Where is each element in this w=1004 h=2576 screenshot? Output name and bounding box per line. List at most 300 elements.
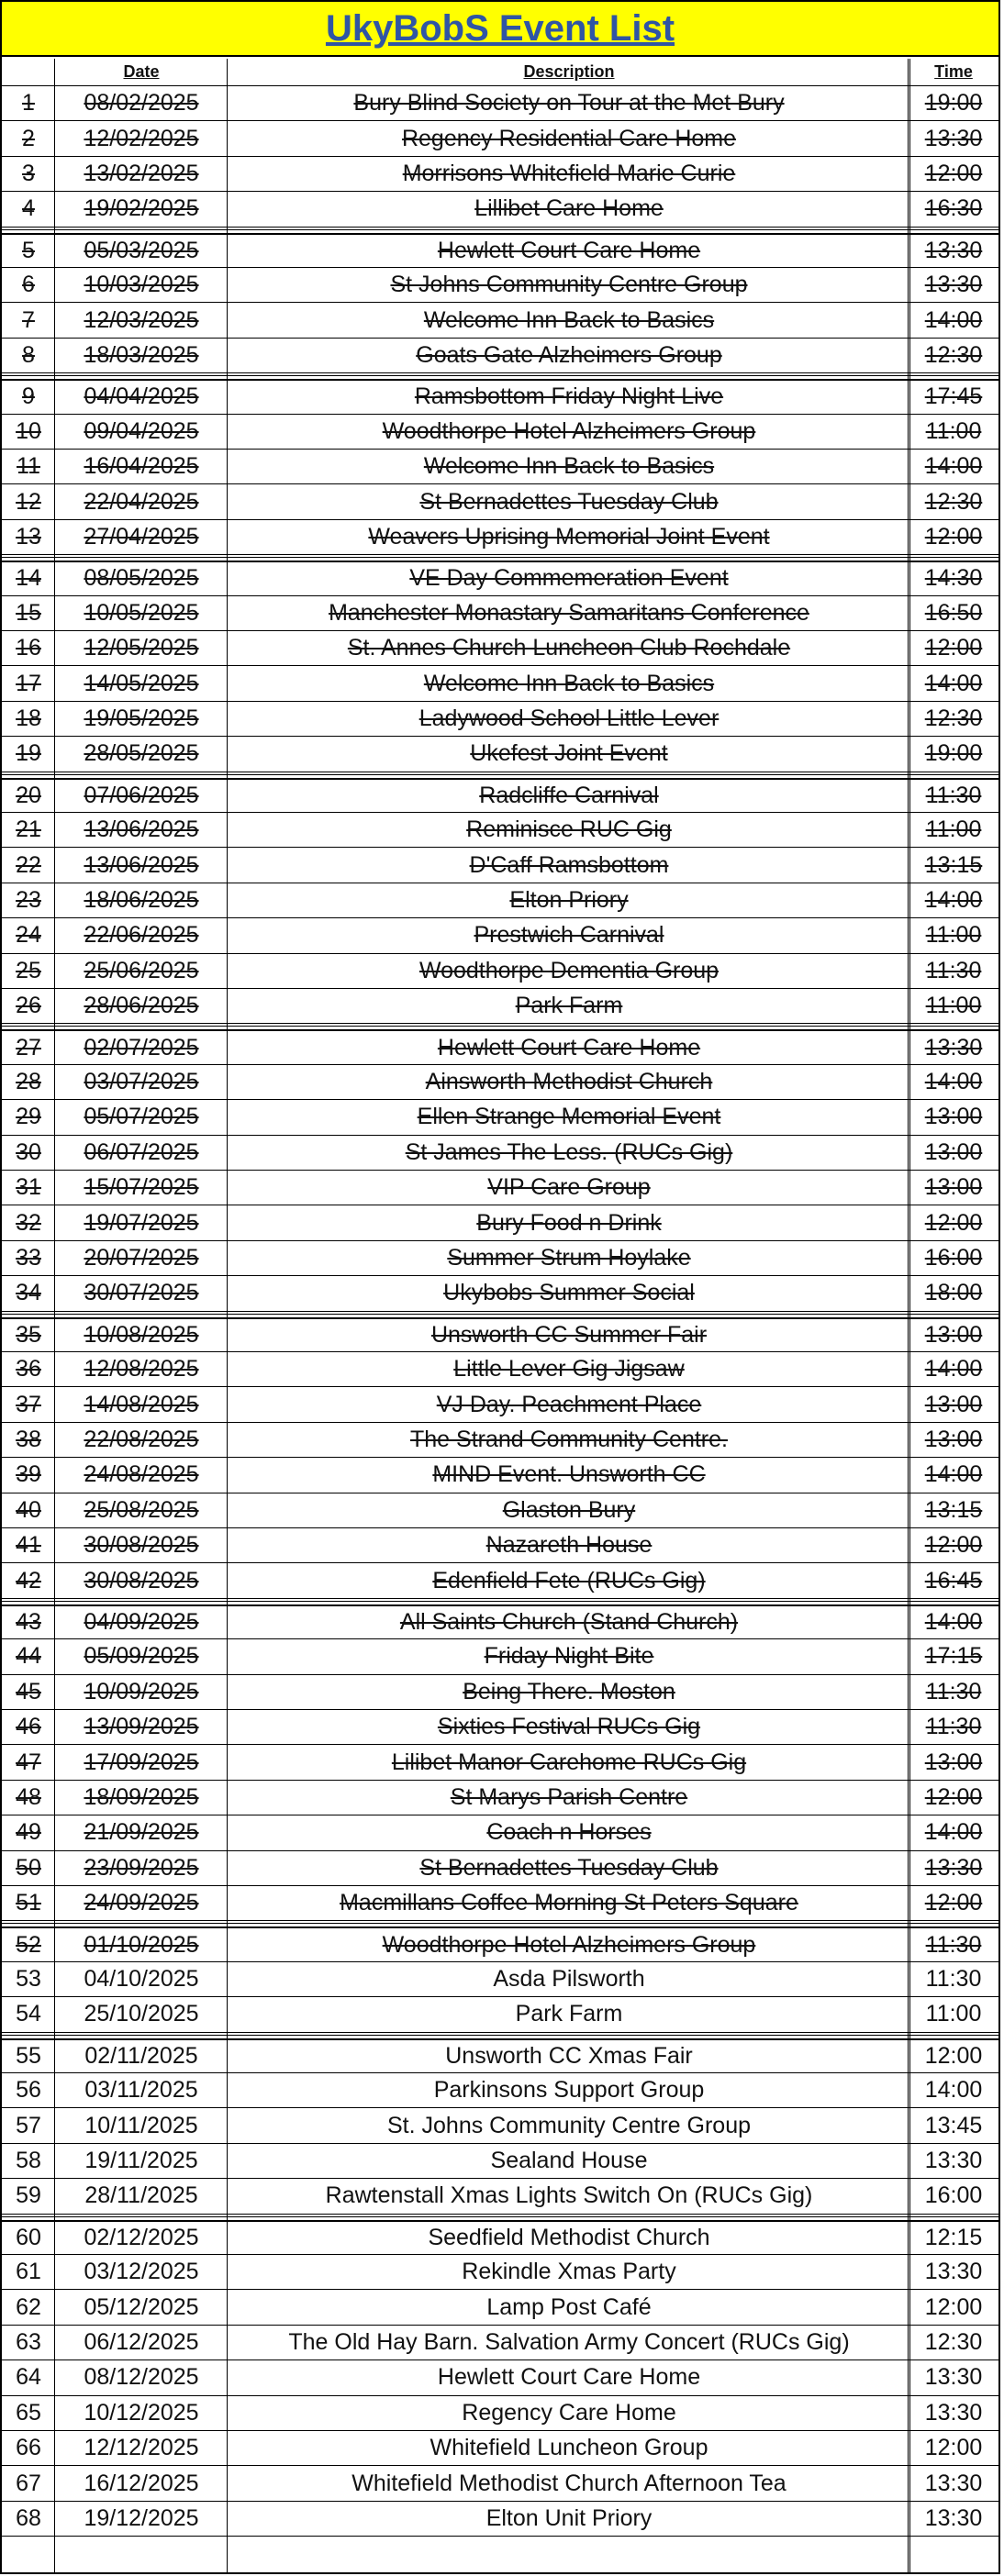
row-number: 16 [16, 635, 41, 661]
row-date: 06/07/2025 [84, 1138, 199, 1165]
row-time: 11:00 [925, 2001, 982, 2027]
header-description: Description [523, 62, 615, 81]
header-number [2, 59, 55, 85]
table-row [2, 1997, 998, 2032]
row-number: 68 [16, 2504, 41, 2531]
row-number: 26 [16, 993, 41, 1019]
row-time: 11:00 [925, 993, 982, 1019]
row-date: 10/03/2025 [84, 272, 199, 298]
row-date: 06/12/2025 [84, 2328, 199, 2355]
row-date: 10/05/2025 [84, 599, 199, 626]
row-number: 44 [16, 1643, 41, 1670]
table-row [2, 1886, 998, 1921]
row-date: 04/09/2025 [84, 1608, 199, 1635]
row-number: 48 [16, 1783, 41, 1810]
column-divider [227, 59, 228, 2572]
row-number: 64 [16, 2364, 41, 2391]
table-row [2, 989, 998, 1024]
table-row [2, 2144, 998, 2179]
row-number: 51 [16, 1890, 41, 1916]
row-time: 13:30 [924, 2147, 983, 2173]
table-row [2, 1604, 998, 1639]
table-row [2, 1317, 998, 1352]
row-number: 63 [16, 2328, 41, 2355]
row-number: 20 [16, 782, 41, 808]
row-description: St. Annes Church Luncheon Club Rochdale [347, 635, 791, 661]
row-date: 13/02/2025 [84, 160, 199, 186]
row-description: Asda Pilsworth [493, 1965, 645, 1992]
row-time: 11:30 [925, 1965, 982, 1992]
row-date: 19/11/2025 [84, 2147, 198, 2173]
table-row [2, 415, 998, 450]
row-description: Manchester Monastary Samaritans Conference [329, 599, 809, 626]
row-date: 28/05/2025 [84, 740, 199, 767]
row-date: 08/05/2025 [84, 565, 199, 592]
row-number: 15 [16, 599, 41, 626]
table-row [2, 1029, 998, 1064]
row-number: 53 [16, 1965, 41, 1992]
row-time: 13:15 [924, 1496, 983, 1523]
table-row [2, 813, 998, 848]
row-time: 12:00 [924, 1783, 983, 1810]
row-date: 15/07/2025 [84, 1174, 199, 1201]
page-title: UkyBobS Event List [325, 8, 675, 49]
table-row [2, 848, 998, 883]
table-row [2, 1962, 998, 1997]
row-date: 03/11/2025 [84, 2077, 198, 2104]
row-description: Edenfield Fete (RUCs Gig) [432, 1567, 706, 1593]
row-time: 18:00 [924, 1280, 983, 1306]
table-row [2, 450, 998, 484]
row-time: 11:30 [925, 1678, 982, 1704]
row-date: 22/04/2025 [84, 488, 199, 515]
table-row [2, 1205, 998, 1240]
row-description: Being There. Moston [463, 1678, 675, 1704]
table-row [2, 121, 998, 156]
table-row [2, 1171, 998, 1205]
table-row [2, 268, 998, 303]
row-description: Bury Blind Society on Tour at the Met Bury [353, 90, 785, 117]
row-number: 54 [16, 2001, 41, 2027]
table-row [2, 2220, 998, 2255]
row-number: 67 [16, 2470, 41, 2496]
row-time: 13:30 [924, 272, 983, 298]
row-date: 08/02/2025 [84, 90, 199, 117]
row-date: 10/12/2025 [84, 2399, 199, 2426]
table-row [2, 1926, 998, 1961]
row-time: 14:00 [924, 1356, 983, 1382]
row-date: 08/12/2025 [84, 2364, 199, 2391]
row-time: 11:00 [925, 816, 982, 843]
row-description: Lillibet Care Home [474, 195, 664, 222]
row-date: 13/09/2025 [84, 1714, 199, 1740]
row-number: 47 [16, 1749, 41, 1775]
row-description: Sixties Festival RUCs Gig [437, 1714, 701, 1740]
table-row [2, 2360, 998, 2395]
row-time: 11:30 [925, 1714, 982, 1740]
row-description: Summer Strum Hoylake [447, 1244, 691, 1271]
row-date: 03/12/2025 [84, 2259, 199, 2285]
row-number: 36 [16, 1356, 41, 1382]
row-time: 12:30 [924, 488, 983, 515]
row-date: 24/08/2025 [84, 1461, 199, 1488]
row-description: Ladywood School Little Lever [418, 705, 720, 731]
row-number: 8 [22, 341, 35, 368]
row-date: 03/07/2025 [84, 1068, 199, 1094]
row-time: 12:00 [924, 2293, 983, 2320]
row-number: 21 [16, 816, 41, 843]
table-row [2, 1745, 998, 1780]
row-time: 14:00 [924, 670, 983, 696]
row-description: MIND Event. Unsworth CC [432, 1461, 706, 1488]
row-date: 05/07/2025 [84, 1104, 199, 1130]
row-time: 19:00 [924, 740, 983, 767]
row-time: 11:30 [925, 782, 982, 808]
row-date: 30/08/2025 [84, 1532, 199, 1559]
row-time: 12:30 [924, 341, 983, 368]
table-row [2, 778, 998, 813]
row-number: 61 [16, 2259, 41, 2285]
row-description: Elton Priory [509, 886, 629, 913]
row-number: 2 [22, 125, 35, 151]
row-description: Morrisons Whitefield Marie Curie [402, 160, 736, 186]
row-time: 13:00 [924, 1749, 983, 1775]
row-number: 40 [16, 1496, 41, 1523]
row-description: St James The Less. (RUCs Gig) [405, 1138, 733, 1165]
row-number: 23 [16, 886, 41, 913]
row-date: 30/07/2025 [84, 1280, 199, 1306]
row-description: Sealand House [490, 2147, 648, 2173]
table-row [2, 1639, 998, 1674]
row-time: 13:45 [924, 2112, 983, 2138]
row-time: 12:00 [924, 160, 983, 186]
row-number: 5 [22, 237, 35, 263]
row-date: 19/07/2025 [84, 1209, 199, 1236]
row-date: 12/12/2025 [84, 2435, 199, 2461]
row-number: 3 [22, 160, 35, 186]
row-description: Woodthorpe Dementia Group [418, 957, 720, 983]
row-date: 13/06/2025 [84, 816, 199, 843]
row-description: Elton Unit Priory [485, 2504, 653, 2531]
row-number: 43 [16, 1608, 41, 1635]
row-time: 17:45 [924, 383, 983, 410]
table-row [2, 1851, 998, 1886]
row-description: All Saints Church (Stand Church) [399, 1608, 739, 1635]
row-description: Little Lever Gig Jigsaw [453, 1356, 685, 1382]
row-number: 55 [16, 2042, 41, 2069]
row-time: 12:00 [924, 2042, 983, 2069]
row-time: 17:15 [924, 1643, 983, 1670]
table-row [2, 192, 998, 227]
row-date: 18/09/2025 [84, 1783, 199, 1810]
row-date: 30/08/2025 [84, 1567, 199, 1593]
row-description: Regency Residential Care Home [401, 125, 737, 151]
table-row [2, 1458, 998, 1493]
row-description: Woodthorpe Hotel Alzheimers Group [382, 417, 756, 444]
table-row [2, 702, 998, 737]
row-time: 13:30 [924, 2504, 983, 2531]
table-row [2, 2502, 998, 2537]
table-row [2, 379, 998, 414]
row-time: 12:00 [924, 1532, 983, 1559]
row-date: 27/04/2025 [84, 523, 199, 550]
row-number: 35 [16, 1321, 41, 1348]
column-divider [54, 59, 55, 2572]
row-description: Regency Care Home [462, 2399, 676, 2426]
row-number: 9 [22, 383, 35, 410]
row-description: Hewlett Court Care Home [437, 1034, 701, 1060]
row-number: 32 [16, 1209, 41, 1236]
row-time: 13:30 [924, 2259, 983, 2285]
row-description: Hewlett Court Care Home [437, 237, 701, 263]
row-description: Welcome Inn Back to Basics [423, 306, 715, 333]
row-number: 41 [16, 1532, 41, 1559]
table-row [2, 1675, 998, 1710]
row-number: 14 [16, 565, 41, 592]
row-time: 12:15 [924, 2224, 983, 2250]
row-time: 14:00 [924, 306, 983, 333]
row-time: 16:00 [924, 1244, 983, 1271]
row-description: St Marys Parish Centre [450, 1783, 688, 1810]
row-description: St Johns Community Centre Group [390, 272, 748, 298]
row-date: 12/03/2025 [84, 306, 199, 333]
row-number: 11 [17, 453, 40, 480]
row-date: 07/06/2025 [84, 782, 199, 808]
row-description: The Old Hay Barn. Salvation Army Concert (RUCs Gig) [288, 2328, 850, 2355]
row-description: VIP Care Group [487, 1174, 651, 1201]
row-number: 45 [16, 1678, 41, 1704]
header-row [2, 59, 998, 86]
table-row [2, 596, 998, 631]
row-time: 12:30 [924, 705, 983, 731]
row-date: 28/06/2025 [84, 993, 199, 1019]
row-description: Ainsworth Methodist Church [425, 1068, 713, 1094]
table-row [2, 2179, 998, 2214]
row-number: 13 [16, 523, 41, 550]
row-time: 13:00 [924, 1426, 983, 1452]
row-time: 14:30 [924, 565, 983, 592]
row-time: 12:00 [924, 2435, 983, 2461]
row-number: 27 [16, 1034, 41, 1060]
row-date: 19/02/2025 [84, 195, 199, 222]
row-date: 18/03/2025 [84, 341, 199, 368]
row-number: 50 [16, 1854, 41, 1881]
row-description: Rawtenstall Xmas Lights Switch On (RUCs Gig) [325, 2182, 813, 2209]
table-row [2, 1781, 998, 1815]
row-date: 12/05/2025 [84, 635, 199, 661]
row-time: 11:00 [925, 922, 982, 949]
table-row [2, 1528, 998, 1563]
row-date: 22/08/2025 [84, 1426, 199, 1452]
table-row [2, 2326, 998, 2360]
row-time: 16:45 [924, 1567, 983, 1593]
row-number: 4 [22, 195, 35, 222]
row-number: 37 [16, 1391, 41, 1417]
row-number: 58 [16, 2147, 41, 2173]
row-description: VJ Day. Peachment Place [436, 1391, 702, 1417]
table-row [2, 1352, 998, 1387]
row-time: 14:00 [924, 2077, 983, 2104]
row-number: 25 [16, 957, 41, 983]
row-time: 13:00 [924, 1391, 983, 1417]
row-date: 18/06/2025 [84, 886, 199, 913]
row-description: The Strand Community Centre. [410, 1426, 728, 1452]
table-row [2, 1815, 998, 1850]
row-time: 11:00 [925, 417, 982, 444]
row-description: Glaston Bury [502, 1496, 636, 1523]
row-date: 05/12/2025 [84, 2293, 199, 2320]
row-number: 18 [16, 705, 41, 731]
row-date: 10/08/2025 [84, 1321, 199, 1348]
table-row [2, 1493, 998, 1528]
row-number: 19 [16, 740, 41, 767]
row-description: Rekindle Xmas Party [462, 2259, 676, 2285]
row-time: 13:30 [924, 125, 983, 151]
table-row [2, 233, 998, 268]
row-number: 34 [16, 1280, 41, 1306]
table-row [2, 2431, 998, 2466]
row-date: 12/02/2025 [84, 125, 199, 151]
row-number: 31 [16, 1174, 41, 1201]
table-row [2, 86, 998, 121]
table-row [2, 918, 998, 953]
table-row [2, 2073, 998, 2108]
row-time: 13:00 [924, 1138, 983, 1165]
table-row [2, 2466, 998, 2501]
row-number: 30 [16, 1138, 41, 1165]
row-description: Unsworth CC Xmas Fair [445, 2042, 693, 2069]
row-description: D'Caff Ramsbottom [469, 851, 669, 878]
row-date: 14/05/2025 [84, 670, 199, 696]
row-description: Weavers Uprising Memorial Joint Event [368, 523, 770, 550]
row-description: Reminisce RUC Gig [466, 816, 672, 843]
row-time: 14:00 [924, 453, 983, 480]
row-date: 28/11/2025 [84, 2182, 198, 2209]
row-description: Hewlett Court Care Home [437, 2364, 701, 2391]
row-description: Seedfield Methodist Church [428, 2224, 710, 2250]
row-time: 12:00 [924, 635, 983, 661]
table-row [2, 561, 998, 595]
row-number: 33 [16, 1244, 41, 1271]
row-date: 25/06/2025 [84, 957, 199, 983]
table-row [2, 1100, 998, 1135]
row-time: 16:00 [924, 2182, 983, 2209]
row-date: 16/04/2025 [84, 453, 199, 480]
row-number: 17 [16, 670, 41, 696]
table-row [2, 1387, 998, 1422]
row-description: Radcliffe Carnival [479, 782, 659, 808]
row-date: 22/06/2025 [84, 922, 199, 949]
row-description: Prestwich Carnival [474, 922, 664, 949]
row-description: Ukefest Joint Event [470, 740, 668, 767]
row-time: 14:00 [924, 1819, 983, 1846]
row-time: 13:00 [924, 1321, 983, 1348]
row-time: 13:30 [924, 2399, 983, 2426]
row-date: 10/09/2025 [84, 1678, 199, 1704]
row-description: VE Day Commemeration Event [409, 565, 729, 592]
row-time: 13:00 [924, 1174, 983, 1201]
table-row [2, 2290, 998, 2325]
row-number: 66 [16, 2435, 41, 2461]
row-date: 17/09/2025 [84, 1749, 199, 1775]
title-banner [2, 2, 998, 57]
row-date: 10/11/2025 [84, 2112, 198, 2138]
row-number: 12 [16, 488, 41, 515]
row-time: 11:30 [925, 957, 982, 983]
row-description: St Bernadettes Tuesday Club [419, 488, 719, 515]
row-time: 12:00 [924, 1209, 983, 1236]
row-date: 19/05/2025 [84, 705, 199, 731]
row-description: St Bernadettes Tuesday Club [419, 1854, 719, 1881]
row-description: Whitefield Luncheon Group [429, 2435, 708, 2461]
row-description: Lilibet Manor Carehome RUCs Gig [391, 1749, 747, 1775]
row-number: 38 [16, 1426, 41, 1452]
row-description: Friday Night Bite [484, 1643, 654, 1670]
row-number: 28 [16, 1068, 41, 1094]
row-description: Goats Gate Alzheimers Group [416, 341, 722, 368]
row-time: 12:00 [924, 523, 983, 550]
row-date: 04/10/2025 [84, 1965, 199, 1992]
table-row [2, 737, 998, 772]
row-number: 22 [16, 851, 41, 878]
table-row [2, 484, 998, 519]
row-time: 13:30 [924, 1034, 983, 1060]
header-time: Time [934, 62, 973, 81]
row-description: Welcome Inn Back to Basics [423, 670, 715, 696]
row-description: St. Johns Community Centre Group [387, 2112, 751, 2138]
table-row [2, 666, 998, 701]
row-number: 42 [16, 1567, 41, 1593]
row-date: 05/09/2025 [84, 1643, 199, 1670]
row-number: 65 [16, 2399, 41, 2426]
table-row [2, 2108, 998, 2143]
row-time: 13:30 [924, 2470, 983, 2496]
row-number: 29 [16, 1104, 41, 1130]
table-row [2, 954, 998, 989]
row-date: 24/09/2025 [84, 1890, 199, 1916]
table-row [2, 520, 998, 555]
row-date: 05/03/2025 [84, 237, 199, 263]
row-time: 16:30 [924, 195, 983, 222]
row-time: 16:50 [924, 599, 983, 626]
row-description: Bury Food n Drink [476, 1209, 662, 1236]
table-row [2, 1276, 998, 1311]
row-description: Ramsbottom Friday Night Live [414, 383, 724, 410]
row-description: Park Farm [515, 993, 623, 1019]
row-time: 14:00 [924, 886, 983, 913]
table-row [2, 1563, 998, 1598]
row-date: 19/12/2025 [84, 2504, 199, 2531]
row-description: Unsworth CC Summer Fair [430, 1321, 708, 1348]
row-description: Parkinsons Support Group [433, 2077, 705, 2104]
row-description: Macmillans Coffee Morning St Peters Square [340, 1890, 798, 1916]
row-number: 49 [16, 1819, 41, 1846]
row-description: Nazareth House [485, 1532, 653, 1559]
table-row [2, 2255, 998, 2290]
table-row [2, 2038, 998, 2073]
row-description: Woodthorpe Hotel Alzheimers Group [382, 1931, 756, 1958]
row-time: 19:00 [924, 90, 983, 117]
table-row [2, 339, 998, 373]
table-row [2, 2396, 998, 2431]
row-date: 25/08/2025 [84, 1496, 199, 1523]
row-date: 01/10/2025 [84, 1931, 199, 1958]
row-date: 16/12/2025 [84, 2470, 199, 2496]
table-row [2, 1710, 998, 1745]
table-row [2, 1065, 998, 1100]
row-time: 13:30 [924, 2364, 983, 2391]
row-description: Park Farm [515, 2001, 623, 2027]
